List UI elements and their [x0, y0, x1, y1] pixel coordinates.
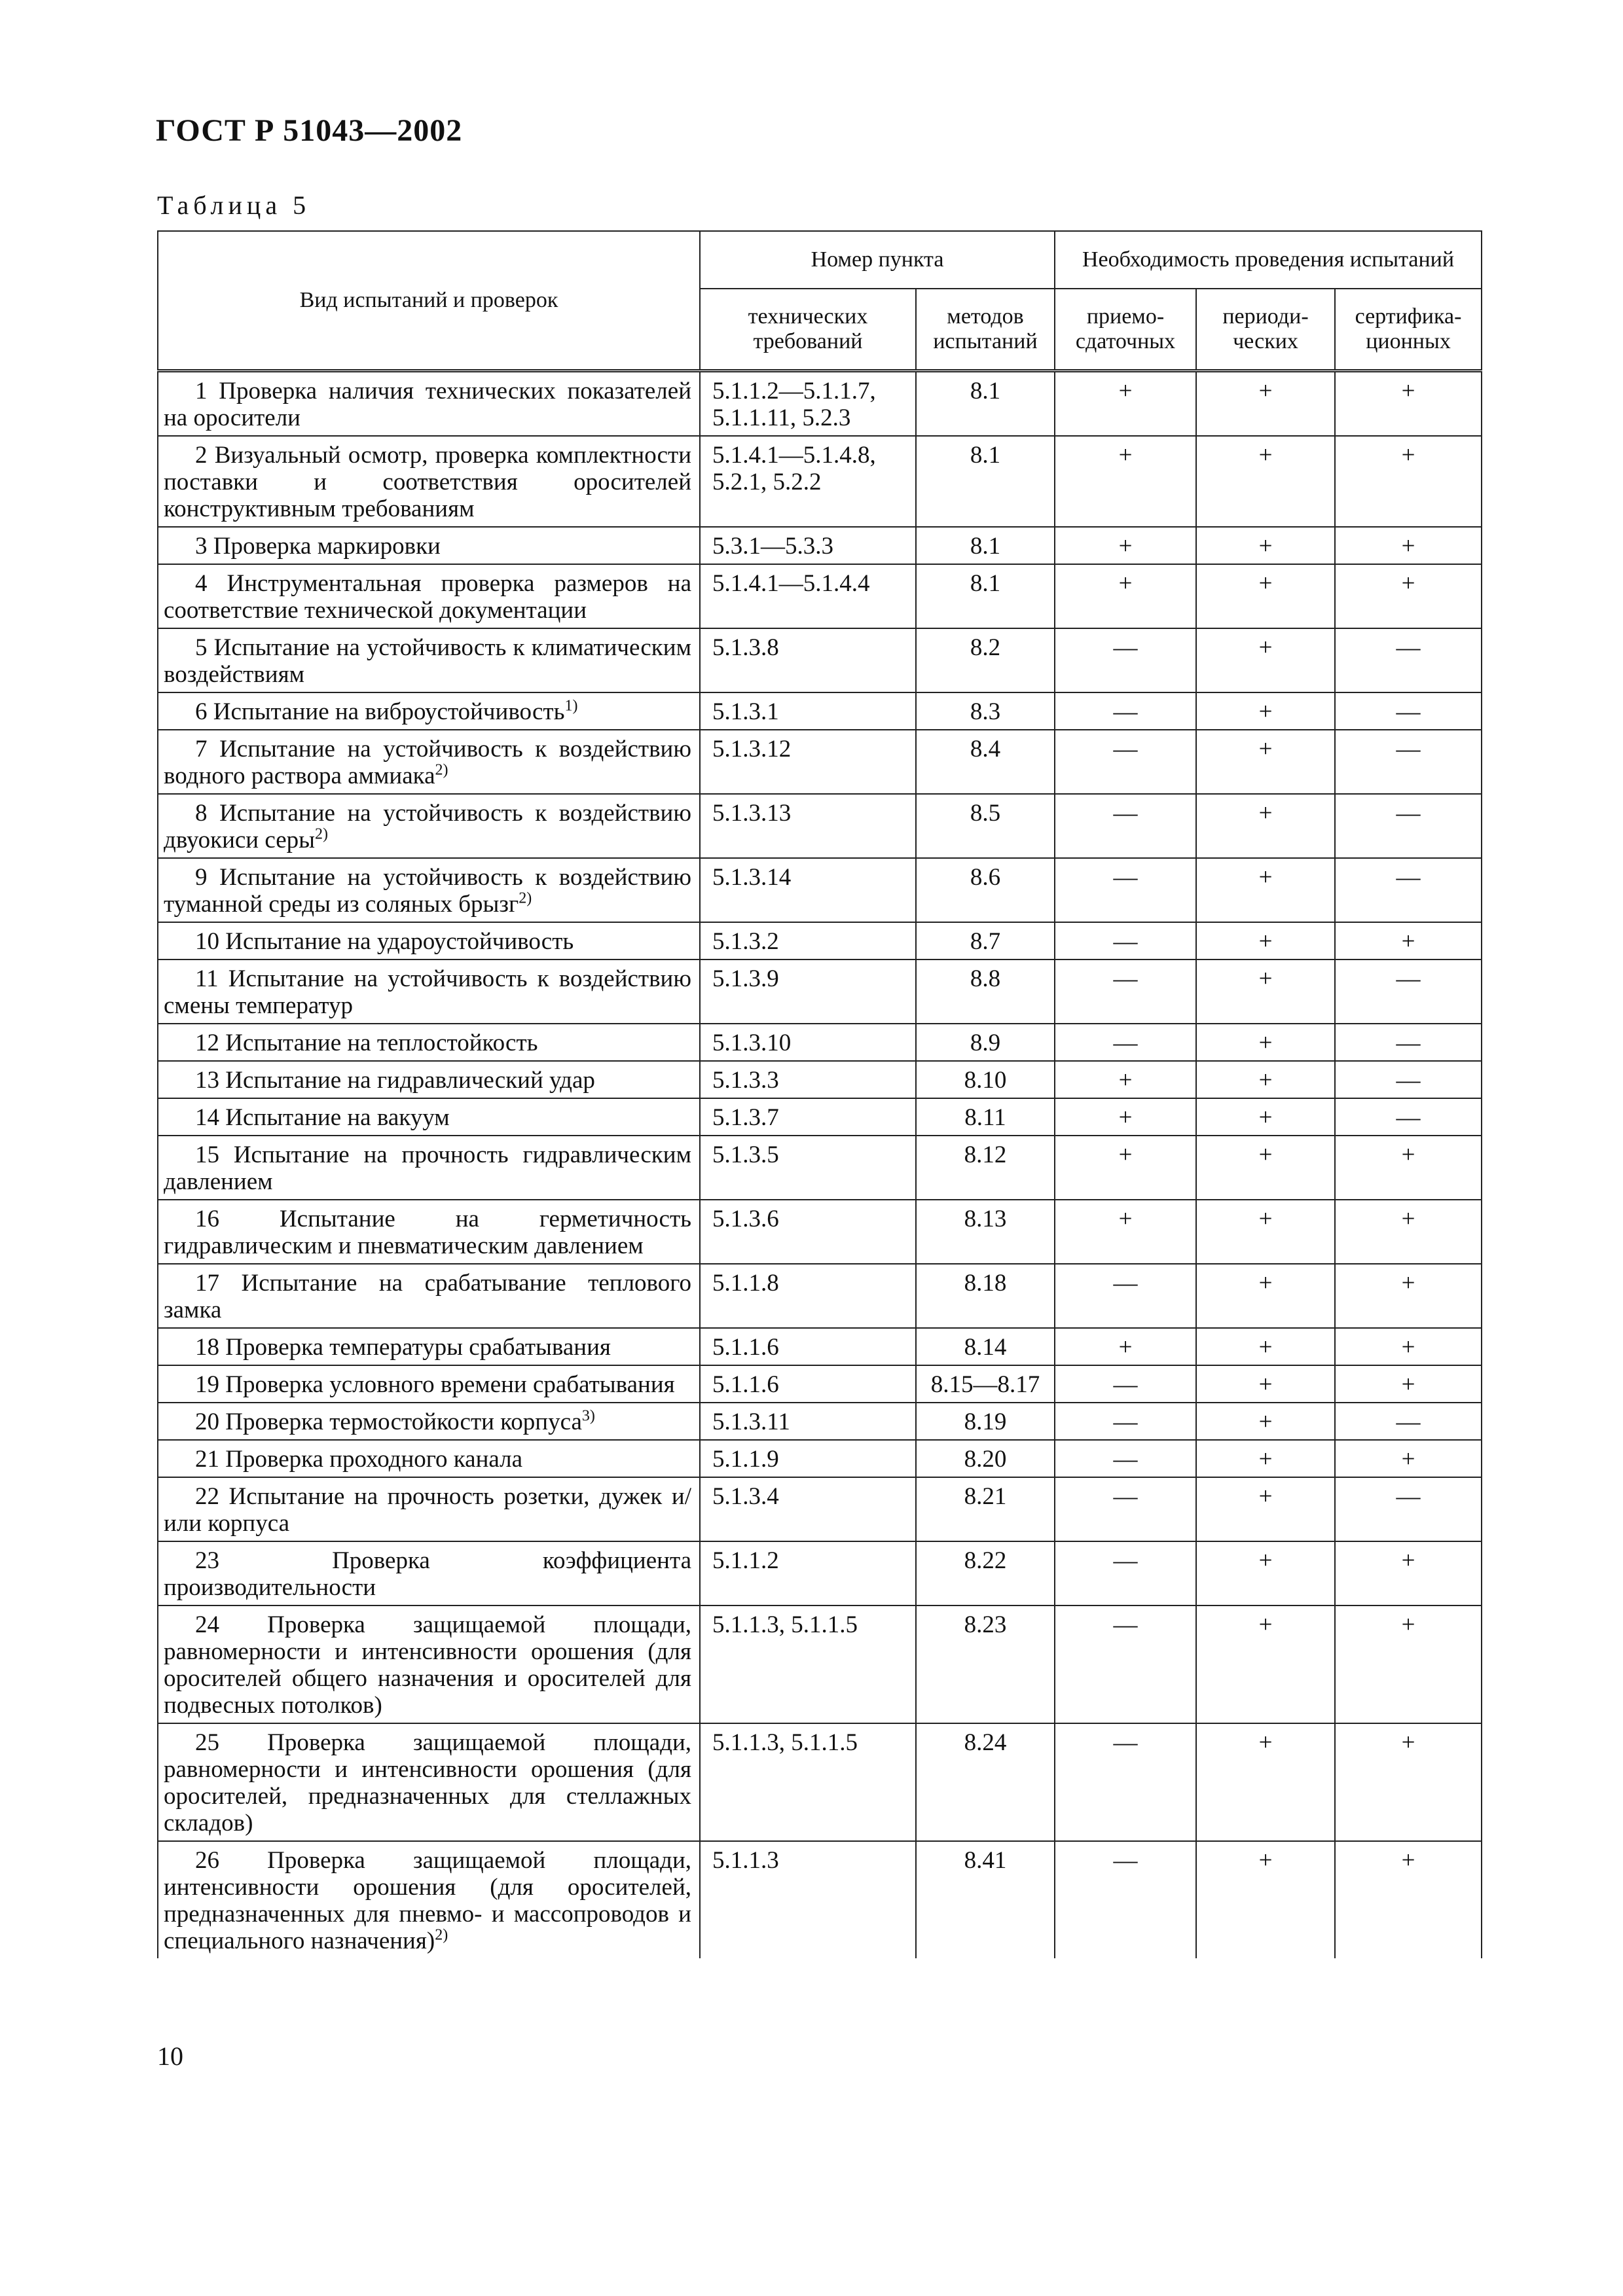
row-number: 21 [195, 1446, 219, 1473]
periodic-mark-cell: + [1196, 1541, 1335, 1605]
row-number: 25 [195, 1729, 219, 1756]
test-name-cell [158, 1541, 700, 1605]
acceptance-mark-cell: + [1055, 1098, 1196, 1136]
test-name-cell [158, 1403, 700, 1440]
table-body [158, 371, 1482, 1959]
table-row [158, 564, 1482, 628]
test-name-cell [158, 1098, 700, 1136]
test-name: Испытание на устойчивость к воздействию двуокиси серы [164, 800, 691, 853]
test-name-cell [158, 922, 700, 960]
row-number: 22 [195, 1483, 219, 1510]
footnote-ref: 2) [435, 1926, 448, 1944]
test-name-cell [158, 692, 700, 730]
test-name-cell [158, 527, 700, 564]
acceptance-mark-cell: + [1055, 564, 1196, 628]
acceptance-mark-cell: + [1055, 1061, 1196, 1098]
row-number: 3 [195, 533, 208, 560]
table-row [158, 1605, 1482, 1723]
periodic-mark-cell: + [1196, 730, 1335, 794]
requirement-ref-cell: 5.1.3.8 [700, 628, 916, 692]
header-certification: сертифика-ционных [1335, 289, 1482, 371]
test-name-cell [158, 858, 700, 922]
requirement-ref-cell: 5.1.3.11 [700, 1403, 916, 1440]
row-number: 1 [195, 378, 208, 404]
row-number: 11 [195, 965, 219, 992]
certification-mark-cell: — [1335, 1024, 1482, 1061]
table-row [158, 527, 1482, 564]
requirement-ref-cell: 5.1.3.2 [700, 922, 916, 960]
periodic-mark-cell: + [1196, 1477, 1335, 1541]
footnote-ref: 2) [315, 825, 329, 843]
acceptance-mark-cell: — [1055, 1024, 1196, 1061]
certification-mark-cell: — [1335, 628, 1482, 692]
test-name-cell [158, 1605, 700, 1723]
periodic-mark-cell: + [1196, 1403, 1335, 1440]
header-periodic: периоди-ческих [1196, 289, 1335, 371]
requirement-ref-cell: 5.1.1.8 [700, 1264, 916, 1328]
test-name-cell [158, 1264, 700, 1328]
certification-mark-cell: + [1335, 371, 1482, 437]
certification-mark-cell: + [1335, 527, 1482, 564]
header-test-methods: методов испытаний [916, 289, 1055, 371]
row-number: 9 [195, 864, 208, 891]
method-ref-cell: 8.6 [916, 858, 1055, 922]
certification-mark-cell: + [1335, 1328, 1482, 1365]
table-row [158, 1403, 1482, 1440]
periodic-mark-cell: + [1196, 527, 1335, 564]
test-name-cell [158, 730, 700, 794]
acceptance-mark-cell: + [1055, 436, 1196, 527]
test-name: Испытание на устойчивость к воздействию туманной среды из соляных брызг [164, 864, 691, 918]
acceptance-mark-cell: — [1055, 1403, 1196, 1440]
test-name: Испытание на прочность розетки, дужек и/или корпуса [164, 1483, 691, 1537]
acceptance-mark-cell: + [1055, 1200, 1196, 1264]
row-number: 6 [195, 698, 208, 725]
header-acceptance: приемо-сдаточных [1055, 289, 1196, 371]
periodic-mark-cell: + [1196, 858, 1335, 922]
test-name-cell [158, 1440, 700, 1477]
periodic-mark-cell: + [1196, 960, 1335, 1024]
method-ref-cell: 8.2 [916, 628, 1055, 692]
method-ref-cell: 8.23 [916, 1605, 1055, 1723]
periodic-mark-cell: + [1196, 1605, 1335, 1723]
method-ref-cell: 8.22 [916, 1541, 1055, 1605]
row-number: 24 [195, 1611, 219, 1638]
acceptance-mark-cell: + [1055, 1136, 1196, 1200]
certification-mark-cell: — [1335, 794, 1482, 858]
header-test-necessity: Необходимость проведения испытаний [1055, 231, 1482, 289]
test-name: Проверка защищаемой площади, равномерности и интенсивности орошения (для оросителей, предназначенных для стеллажных складов) [164, 1729, 691, 1837]
test-name: Испытание на устойчивость к воздействию смены температур [164, 965, 691, 1019]
test-name: Проверка термостойкости корпуса [225, 1408, 582, 1435]
acceptance-mark-cell: — [1055, 1477, 1196, 1541]
acceptance-mark-cell: — [1055, 1264, 1196, 1328]
certification-mark-cell: — [1335, 1098, 1482, 1136]
requirement-ref-cell: 5.1.3.9 [700, 960, 916, 1024]
test-name-cell [158, 794, 700, 858]
requirement-ref-cell: 5.3.1—5.3.3 [700, 527, 916, 564]
table-caption: Таблица 5 [157, 190, 311, 220]
test-name: Проверка маркировки [213, 533, 441, 560]
row-number: 7 [195, 736, 208, 762]
test-name: Испытание на вакуум [225, 1104, 450, 1131]
requirement-ref-cell: 5.1.4.1—5.1.4.8, 5.2.1, 5.2.2 [700, 436, 916, 527]
certification-mark-cell: + [1335, 922, 1482, 960]
method-ref-cell: 8.4 [916, 730, 1055, 794]
method-ref-cell: 8.10 [916, 1061, 1055, 1098]
requirement-ref-cell: 5.1.1.3, 5.1.1.5 [700, 1605, 916, 1723]
acceptance-mark-cell: — [1055, 858, 1196, 922]
header-technical-requirements: технических требований [700, 289, 916, 371]
requirement-ref-cell: 5.1.1.2—5.1.1.7, 5.1.1.11, 5.2.3 [700, 371, 916, 437]
certification-mark-cell: — [1335, 692, 1482, 730]
method-ref-cell: 8.1 [916, 564, 1055, 628]
test-name: Испытание на устойчивость к воздействию водного раствора аммиака [164, 736, 691, 789]
table-row [158, 730, 1482, 794]
table-row [158, 436, 1482, 527]
test-name-cell [158, 1477, 700, 1541]
table-row [158, 1136, 1482, 1200]
method-ref-cell: 8.19 [916, 1403, 1055, 1440]
test-name: Испытание на удароустойчивость [225, 928, 574, 955]
tests-table [157, 230, 1482, 1958]
row-number: 13 [195, 1067, 219, 1094]
table-row [158, 1098, 1482, 1136]
test-name: Испытание на герметичность гидравлическим и пневматическим давлением [164, 1206, 692, 1259]
certification-mark-cell: + [1335, 1841, 1482, 1958]
acceptance-mark-cell: — [1055, 1440, 1196, 1477]
certification-mark-cell: — [1335, 960, 1482, 1024]
acceptance-mark-cell: + [1055, 371, 1196, 437]
certification-mark-cell: + [1335, 1541, 1482, 1605]
row-number: 15 [195, 1141, 219, 1168]
test-name-cell [158, 1365, 700, 1403]
row-number: 17 [195, 1270, 219, 1297]
table-row [158, 1440, 1482, 1477]
test-name: Испытание на виброустойчивость [213, 698, 565, 725]
method-ref-cell: 8.1 [916, 371, 1055, 437]
table-row [158, 1024, 1482, 1061]
method-ref-cell: 8.11 [916, 1098, 1055, 1136]
periodic-mark-cell: + [1196, 1200, 1335, 1264]
method-ref-cell: 8.7 [916, 922, 1055, 960]
requirement-ref-cell: 5.1.3.14 [700, 858, 916, 922]
header-test-type: Вид испытаний и проверок [158, 231, 700, 371]
periodic-mark-cell: + [1196, 692, 1335, 730]
table-row [158, 1841, 1482, 1958]
certification-mark-cell: + [1335, 1605, 1482, 1723]
table-row [158, 1723, 1482, 1841]
row-number: 20 [195, 1408, 219, 1435]
acceptance-mark-cell: — [1055, 960, 1196, 1024]
acceptance-mark-cell: — [1055, 1365, 1196, 1403]
test-name: Проверка защищаемой площади, равномерности и интенсивности орошения (для оросителей общего назначения и оросителей для подвесных потолков) [164, 1611, 691, 1719]
row-number: 14 [195, 1104, 219, 1131]
periodic-mark-cell: + [1196, 1365, 1335, 1403]
test-name: Проверка коэффициента производительности [164, 1547, 691, 1601]
requirement-ref-cell: 5.1.3.13 [700, 794, 916, 858]
periodic-mark-cell: + [1196, 1136, 1335, 1200]
test-name-cell [158, 1024, 700, 1061]
row-number: 16 [195, 1206, 219, 1232]
method-ref-cell: 8.13 [916, 1200, 1055, 1264]
test-name: Испытание на прочность гидравлическим давлением [164, 1141, 691, 1195]
requirement-ref-cell: 5.1.1.3, 5.1.1.5 [700, 1723, 916, 1841]
acceptance-mark-cell: — [1055, 1541, 1196, 1605]
requirement-ref-cell: 5.1.1.2 [700, 1541, 916, 1605]
test-name: Инструментальная проверка размеров на соответствие технической документации [164, 570, 691, 624]
table-row [158, 1477, 1482, 1541]
certification-mark-cell: + [1335, 1365, 1482, 1403]
requirement-ref-cell: 5.1.4.1—5.1.4.4 [700, 564, 916, 628]
requirement-ref-cell: 5.1.3.6 [700, 1200, 916, 1264]
requirement-ref-cell: 5.1.3.10 [700, 1024, 916, 1061]
test-name-cell [158, 371, 700, 437]
requirement-ref-cell: 5.1.3.4 [700, 1477, 916, 1541]
test-name-cell [158, 1200, 700, 1264]
periodic-mark-cell: + [1196, 1328, 1335, 1365]
test-name: Испытание на устойчивость к климатическим воздействиям [164, 634, 692, 688]
table-header [158, 231, 1482, 371]
test-name-cell [158, 1841, 700, 1958]
periodic-mark-cell: + [1196, 564, 1335, 628]
table-row [158, 1328, 1482, 1365]
periodic-mark-cell: + [1196, 371, 1335, 437]
row-number: 23 [195, 1547, 219, 1574]
certification-mark-cell: — [1335, 730, 1482, 794]
certification-mark-cell: — [1335, 1061, 1482, 1098]
periodic-mark-cell: + [1196, 1061, 1335, 1098]
periodic-mark-cell: + [1196, 1024, 1335, 1061]
test-name-cell [158, 960, 700, 1024]
test-name: Проверка наличия технических показателей на оросители [164, 378, 691, 431]
requirement-ref-cell: 5.1.3.1 [700, 692, 916, 730]
acceptance-mark-cell: — [1055, 730, 1196, 794]
table-row [158, 858, 1482, 922]
method-ref-cell: 8.8 [916, 960, 1055, 1024]
acceptance-mark-cell: — [1055, 1605, 1196, 1723]
periodic-mark-cell: + [1196, 1841, 1335, 1958]
test-name-cell [158, 1061, 700, 1098]
periodic-mark-cell: + [1196, 1098, 1335, 1136]
test-name: Проверка проходного канала [225, 1446, 523, 1473]
test-name: Проверка условного времени срабатывания [225, 1371, 675, 1398]
row-number: 2 [195, 442, 208, 469]
table-row [158, 1541, 1482, 1605]
table-row [158, 794, 1482, 858]
method-ref-cell: 8.15—8.17 [916, 1365, 1055, 1403]
acceptance-mark-cell: — [1055, 692, 1196, 730]
table-row [158, 692, 1482, 730]
table-row [158, 960, 1482, 1024]
row-number: 8 [195, 800, 208, 827]
periodic-mark-cell: + [1196, 436, 1335, 527]
certification-mark-cell: — [1335, 1477, 1482, 1541]
periodic-mark-cell: + [1196, 1440, 1335, 1477]
row-number: 26 [195, 1847, 219, 1874]
periodic-mark-cell: + [1196, 794, 1335, 858]
certification-mark-cell: + [1335, 1440, 1482, 1477]
certification-mark-cell: + [1335, 1136, 1482, 1200]
acceptance-mark-cell: — [1055, 922, 1196, 960]
requirement-ref-cell: 5.1.3.3 [700, 1061, 916, 1098]
acceptance-mark-cell: — [1055, 628, 1196, 692]
test-name: Проверка защищаемой площади, интенсивности орошения (для оросителей, предназначенных для пневмо- и массопроводов и специального назначения) [164, 1847, 691, 1954]
test-name-cell [158, 436, 700, 527]
row-number: 10 [195, 928, 219, 955]
method-ref-cell: 8.12 [916, 1136, 1055, 1200]
page-number: 10 [157, 2041, 183, 2071]
method-ref-cell: 8.24 [916, 1723, 1055, 1841]
footnote-ref: 2) [519, 889, 532, 907]
acceptance-mark-cell: — [1055, 1723, 1196, 1841]
method-ref-cell: 8.18 [916, 1264, 1055, 1328]
requirement-ref-cell: 5.1.1.6 [700, 1328, 916, 1365]
certification-mark-cell: + [1335, 1200, 1482, 1264]
requirement-ref-cell: 5.1.3.5 [700, 1136, 916, 1200]
certification-mark-cell: + [1335, 564, 1482, 628]
row-number: 12 [195, 1030, 219, 1056]
footnote-ref: 1) [564, 697, 578, 715]
table-row [158, 628, 1482, 692]
certification-mark-cell: + [1335, 1264, 1482, 1328]
header-point-number: Номер пункта [700, 231, 1055, 289]
table-row [158, 1264, 1482, 1328]
periodic-mark-cell: + [1196, 1723, 1335, 1841]
certification-mark-cell: — [1335, 858, 1482, 922]
row-number: 5 [195, 634, 208, 661]
test-name: Испытание на гидравлический удар [225, 1067, 595, 1094]
row-number: 18 [195, 1334, 219, 1361]
row-number: 4 [195, 570, 208, 597]
footnote-ref: 3) [581, 1407, 595, 1425]
method-ref-cell: 8.3 [916, 692, 1055, 730]
requirement-ref-cell: 5.1.3.7 [700, 1098, 916, 1136]
acceptance-mark-cell: — [1055, 1841, 1196, 1958]
method-ref-cell: 8.5 [916, 794, 1055, 858]
document-title: ГОСТ Р 51043—2002 [156, 113, 463, 148]
table-row [158, 922, 1482, 960]
row-number: 19 [195, 1371, 219, 1398]
periodic-mark-cell: + [1196, 628, 1335, 692]
method-ref-cell: 8.1 [916, 436, 1055, 527]
acceptance-mark-cell: + [1055, 1328, 1196, 1365]
requirement-ref-cell: 5.1.1.6 [700, 1365, 916, 1403]
test-name-cell [158, 1136, 700, 1200]
table-row [158, 371, 1482, 437]
acceptance-mark-cell: — [1055, 794, 1196, 858]
test-name: Проверка температуры срабатывания [225, 1334, 611, 1361]
test-name-cell [158, 628, 700, 692]
method-ref-cell: 8.9 [916, 1024, 1055, 1061]
test-name-cell [158, 1328, 700, 1365]
table-row [158, 1200, 1482, 1264]
method-ref-cell: 8.21 [916, 1477, 1055, 1541]
method-ref-cell: 8.14 [916, 1328, 1055, 1365]
requirement-ref-cell: 5.1.1.3 [700, 1841, 916, 1958]
periodic-mark-cell: + [1196, 922, 1335, 960]
certification-mark-cell: — [1335, 1403, 1482, 1440]
requirement-ref-cell: 5.1.3.12 [700, 730, 916, 794]
test-name: Испытание на срабатывание теплового замка [164, 1270, 692, 1323]
test-name: Испытание на теплостойкость [225, 1030, 538, 1056]
table-row [158, 1365, 1482, 1403]
requirement-ref-cell: 5.1.1.9 [700, 1440, 916, 1477]
test-name-cell [158, 1723, 700, 1841]
footnote-ref: 2) [435, 761, 448, 779]
method-ref-cell: 8.20 [916, 1440, 1055, 1477]
certification-mark-cell: + [1335, 436, 1482, 527]
periodic-mark-cell: + [1196, 1264, 1335, 1328]
test-name: Визуальный осмотр, проверка комплектности поставки и соответствия оросителей конструктивным требованиям [164, 442, 692, 522]
method-ref-cell: 8.41 [916, 1841, 1055, 1958]
acceptance-mark-cell: + [1055, 527, 1196, 564]
method-ref-cell: 8.1 [916, 527, 1055, 564]
test-name-cell [158, 564, 700, 628]
certification-mark-cell: + [1335, 1723, 1482, 1841]
table-row [158, 1061, 1482, 1098]
